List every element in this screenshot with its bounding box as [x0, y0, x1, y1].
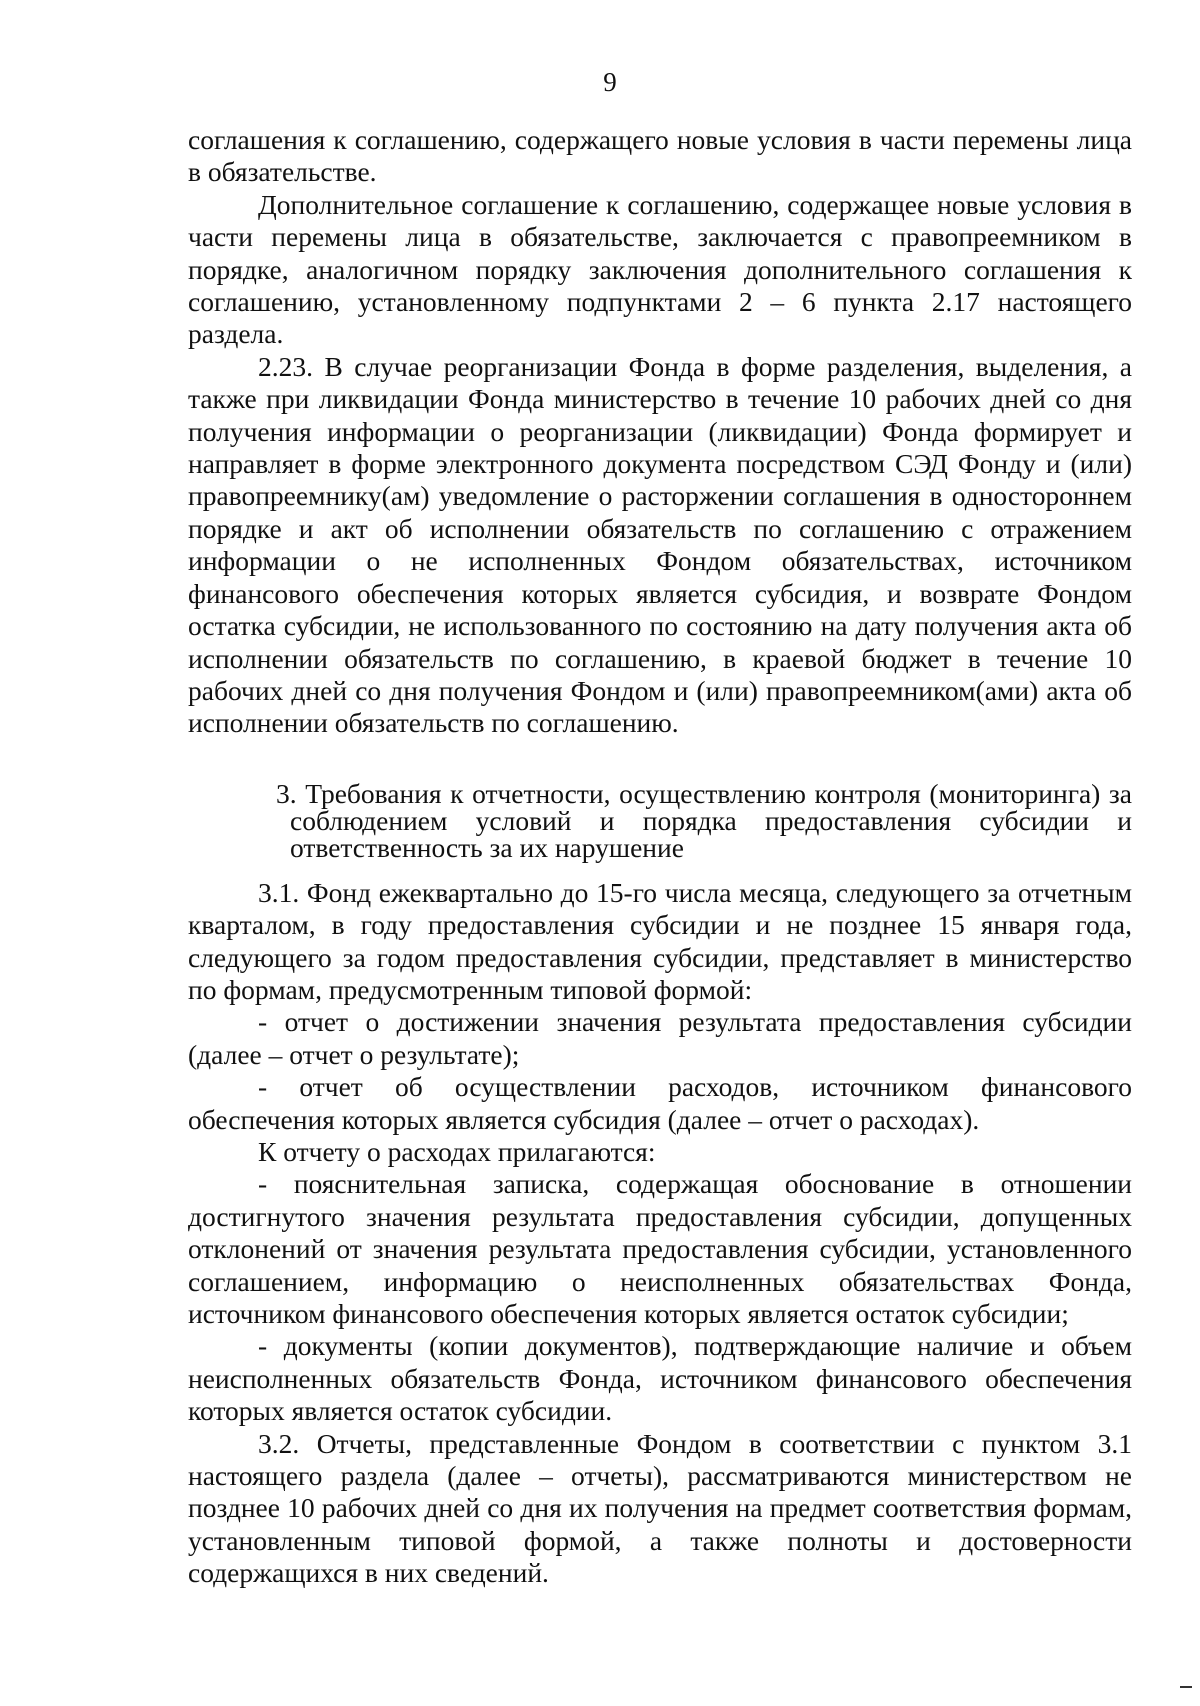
- list-item-documents: - документы (копии документов), подтверждающие наличие и объем неисполненных обязательств Фонда, источником финансового обеспечения которых является остаток субсидии.: [188, 1330, 1132, 1427]
- paragraph-additional-agreement: Дополнительное соглашение к соглашению, содержащее новые условия в части перемены лица в обязательстве, заключается с правопреемником в порядке, аналогичном порядку заключения дополнительного соглашения к соглашению, установленному подпунктами 2 – 6 пункта 2.17 настоящего раздела.: [188, 188, 1132, 350]
- section-heading-3: 3. Требования к отчетности, осуществлению контроля (мониторинга) за соблюдением условий и порядка предоставления субсидии и ответственность за их нарушение: [276, 777, 1132, 863]
- paragraph-2-23: 2.23. В случае реорганизации Фонда в форме разделения, выделения, а также при ликвидации Фонда министерство в течение 10 рабочих дней со дня получения информации о реорганизации (ликвидации) Фонда формирует и направляет в форме электронного документа посредством СЭД Фонду и (или) правопреемнику(ам) уведомление о расторжении соглашения в одностороннем порядке и акт об исполнении обязательств по соглашению с отражением информации о не исполненных Фондом обязательствах, источником финансового обеспечения которых является субсидия, и возврате Фондом остатка субсидии, не использованного по состоянию на дату получения акта об исполнении обязательств по соглашению, в краевой бюджет в течение 10 рабочих дней со дня получения Фондом и (или) правопреемником(ами) акта об исполнении обязательств по соглашению.: [188, 350, 1132, 739]
- list-item-result-report: - отчет о достижении значения результата предоставления субсидии (далее – отчет о результате);: [188, 1006, 1132, 1070]
- paragraph-3-2: 3.2. Отчеты, представленные Фондом в соответствии с пунктом 3.1 настоящего раздела (далее – отчеты), рассматриваются министерством не позднее 10 рабочих дней со дня их получения на предмет соответствия формам, установленным типовой формой, а также полноты и достоверности содержащихся в них сведений.: [188, 1427, 1132, 1589]
- page-number: 9: [603, 67, 617, 97]
- list-item-expense-report: - отчет об осуществлении расходов, источником финансового обеспечения которых является субсидия (далее – отчет о расходах).: [188, 1071, 1132, 1135]
- paragraph-attachments-intro: К отчету о расходах прилагаются:: [258, 1135, 656, 1167]
- paragraph-3-1: 3.1. Фонд ежеквартально до 15-го числа месяца, следующего за отчетным кварталом, в году предоставления субсидии и не позднее 15 января года, следующего за годом предоставления субсидии, представляет в министерство по формам, предусмотренным типовой формой:: [188, 876, 1132, 1005]
- scan-edge-mark: [1180, 1686, 1192, 1688]
- paragraph-continuation: соглашения к соглашению, содержащего новые условия в части перемены лица в обязательстве.: [188, 124, 1132, 188]
- list-item-explanatory-note: - пояснительная записка, содержащая обоснование в отношении достигнутого значения результата предоставления субсидии, допущенных отклонений от значения результата предоставления субсидии, установленного соглашением, информацию о неисполненных обязательствах Фонда, источником финансового обеспечения которых является остаток субсидии;: [188, 1168, 1132, 1329]
- document-body: [188, 124, 1132, 1590]
